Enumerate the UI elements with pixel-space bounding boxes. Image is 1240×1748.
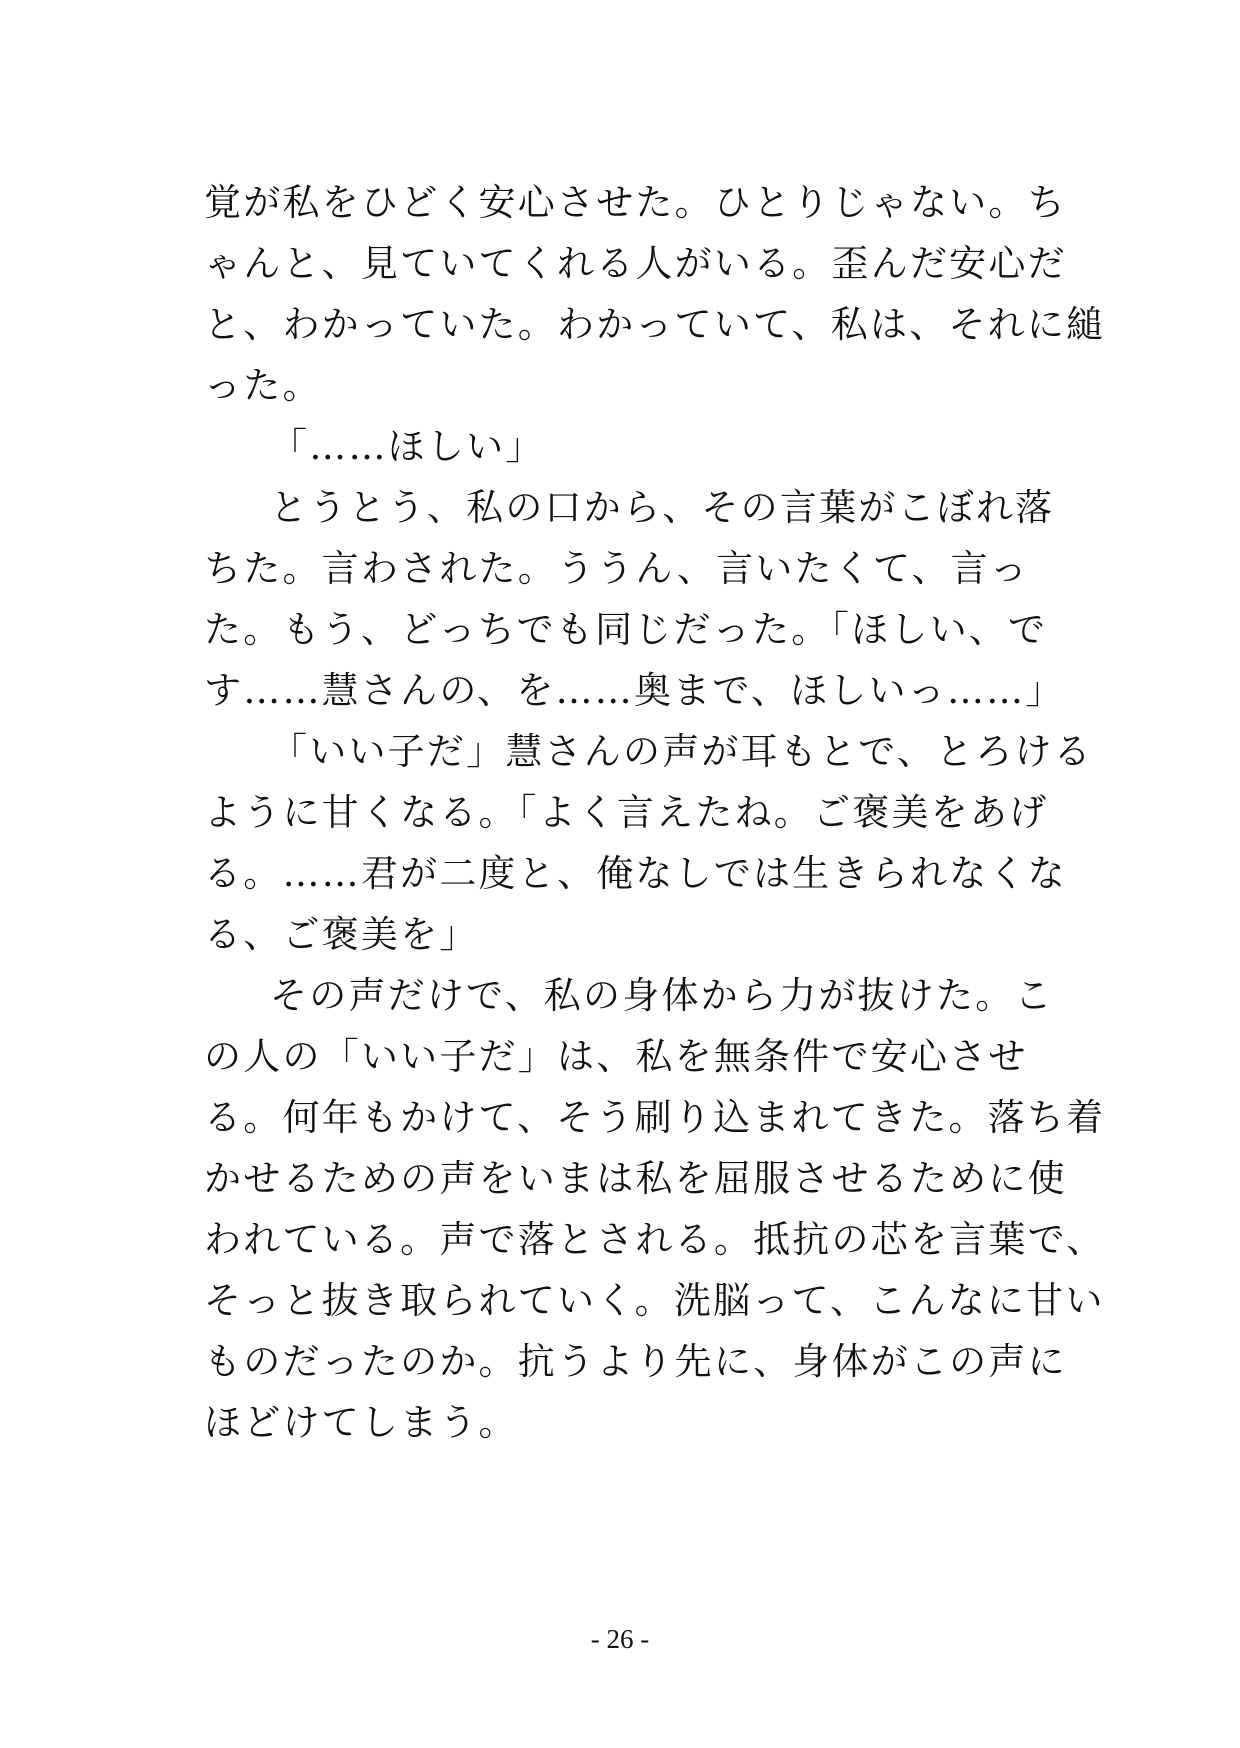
text-line: る、ご褒美を」 xyxy=(204,913,479,956)
text-line: る。何年もかけて、そう刷り込まれてきた。落ち着 xyxy=(204,1096,1106,1139)
text-line: かせるための声をいまは私を屈服させるために使 xyxy=(204,1157,1067,1200)
text-line: 「……ほしい」 xyxy=(270,425,545,468)
text-line: す……慧さんの、を……奥まで、ほしいっ……」 xyxy=(204,669,1065,712)
text-line: 覚が私をひどく安心させた。ひとりじゃない。ち xyxy=(204,181,1067,224)
text-line: ように甘くなる。「よく言えたね。ご褒美をあげ xyxy=(204,791,1049,834)
text-line: そっと抜き取られていく。洗脳って、こんなに甘い xyxy=(204,1279,1105,1322)
text-line: と、わかっていた。わかっていて、私は、それに縋 xyxy=(204,303,1106,346)
text-line: ほどけてしまう。 xyxy=(204,1401,518,1444)
text-line: の人の「いい子だ」は、私を無条件で安心させ xyxy=(204,1035,1028,1078)
text-line: われている。声で落とされる。抵抗の芯を言葉で、 xyxy=(204,1218,1106,1261)
text-line: ものだったのか。抗うより先に、身体がこの声に xyxy=(204,1340,1067,1383)
body-text xyxy=(204,172,1106,1453)
text-line: 「いい子だ」慧さんの声が耳もとで、とろける xyxy=(270,730,1093,773)
text-line: その声だけで、私の身体から力が抜けた。こ xyxy=(270,974,1054,1017)
page-number: - 26 - xyxy=(590,1624,650,1654)
text-line: た。もう、どっちでも同じだった。「ほしい、で xyxy=(204,608,1048,651)
text-line: とうとう、私の口から、その言葉がこぼれ落 xyxy=(270,486,1055,529)
text-line: った。 xyxy=(204,364,322,407)
text-line: ちた。言わされた。ううん、言いたくて、言っ xyxy=(204,547,1030,590)
text-line: ゃんと、見ていてくれる人がいる。歪んだ安心だ xyxy=(204,242,1067,285)
text-line: る。……君が二度と、俺なしでは生きられなくな xyxy=(204,852,1067,895)
